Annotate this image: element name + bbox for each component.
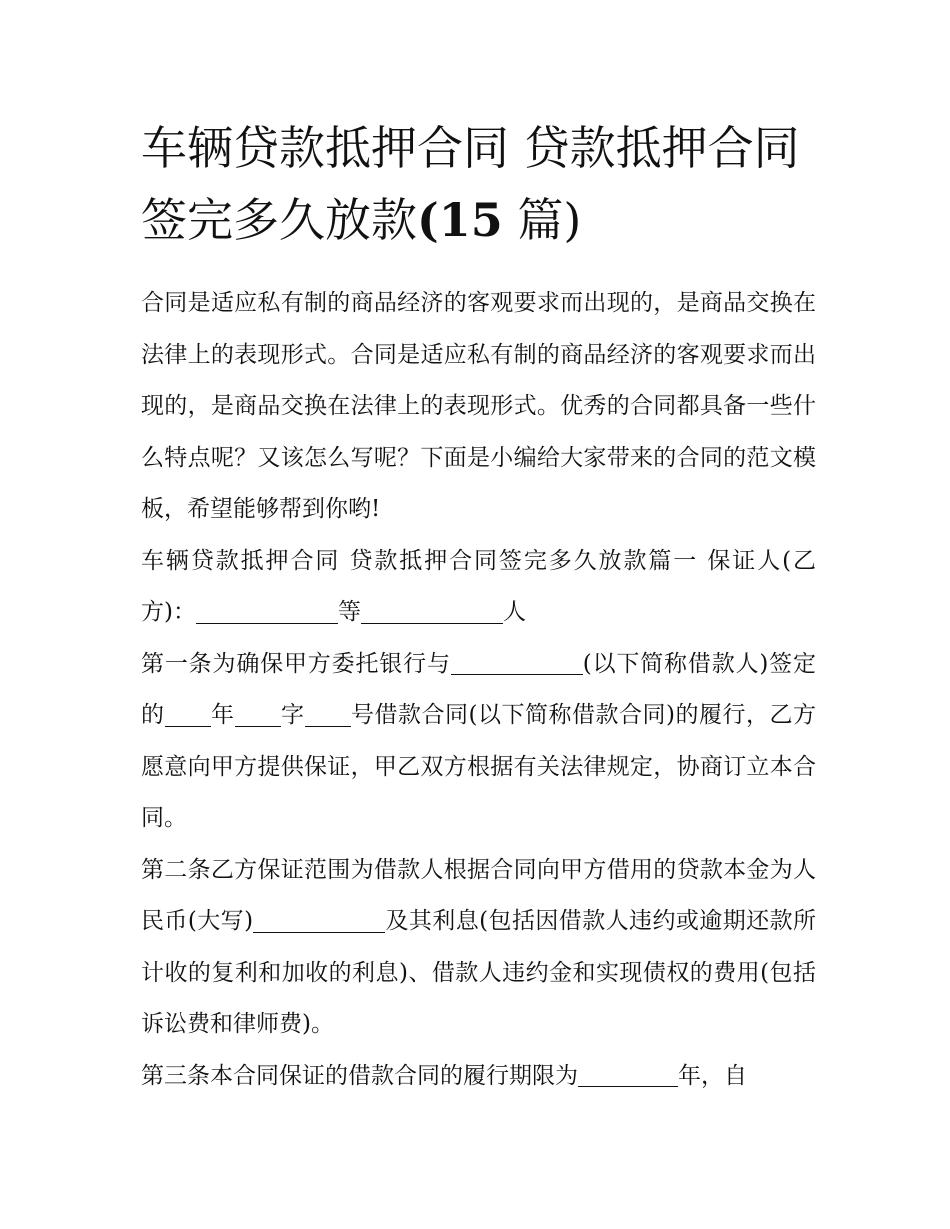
section1-paragraph xyxy=(141,536,816,639)
article1-text: (以下简称借款人)签定的 xyxy=(141,650,816,728)
fill-blank[interactable] xyxy=(165,700,211,726)
document-title xyxy=(141,112,816,256)
article1-paragraph xyxy=(141,639,816,845)
article1-text: 字 xyxy=(280,702,305,728)
article1-text: 号借款合同(以下简称借款合同)的履行，乙方愿意向甲方提供保证，甲乙双方根据有关法律规定，协商订立本合同。 xyxy=(141,702,817,831)
fill-blank[interactable] xyxy=(361,597,503,623)
title-text: 车辆贷款抵押合同 贷款抵押合同签完多久放款 xyxy=(141,121,800,247)
article2-paragraph xyxy=(141,845,816,1051)
title-suffix: 篇) xyxy=(502,193,582,247)
article2-text: 及其利息(包括因借款人违约或逾期还款所计收的复利和加收的利息)、借款人违约金和实现债权的费用(包括诉讼费和律师费)。 xyxy=(141,908,816,1037)
section1-end: 人 xyxy=(502,599,526,625)
article1-text: 年 xyxy=(210,702,235,728)
document-page xyxy=(141,112,816,1102)
fill-blank[interactable] xyxy=(196,597,338,623)
fill-blank[interactable] xyxy=(253,906,385,932)
title-count: (15 xyxy=(417,193,503,247)
fill-blank[interactable] xyxy=(305,700,351,726)
article3-text: 第三条本合同保证的借款合同的履行期限为 xyxy=(141,1062,578,1089)
section1-mid: 等 xyxy=(337,599,361,625)
fill-blank[interactable] xyxy=(451,649,583,675)
fill-blank[interactable] xyxy=(578,1061,678,1087)
intro-paragraph: 合同是适应私有制的商品经济的客观要求而出现的，是商品交换在法律上的表现形式。合同是适应私有制的商品经济的客观要求而出现的，是商品交换在法律上的表现形式。优秀的合同都具备一些什么特点呢？又该怎么写呢？下面是小编给大家带来的合同的范文模板，希望能够帮到你哟! xyxy=(141,290,816,522)
article3-text: 年，自 xyxy=(678,1062,747,1089)
article1-text: 第一条为确保甲方委托银行与 xyxy=(141,650,451,677)
article2-text: 第二条乙方保证范围为借款人根据合同向甲方借用的贷款本金为人民币(大写) xyxy=(141,856,816,934)
fill-blank[interactable] xyxy=(235,700,281,726)
section1-lead: 车辆贷款抵押合同 贷款抵押合同签完多久放款篇一 保证人(乙方)： xyxy=(141,547,816,625)
article3-paragraph xyxy=(141,1051,816,1103)
